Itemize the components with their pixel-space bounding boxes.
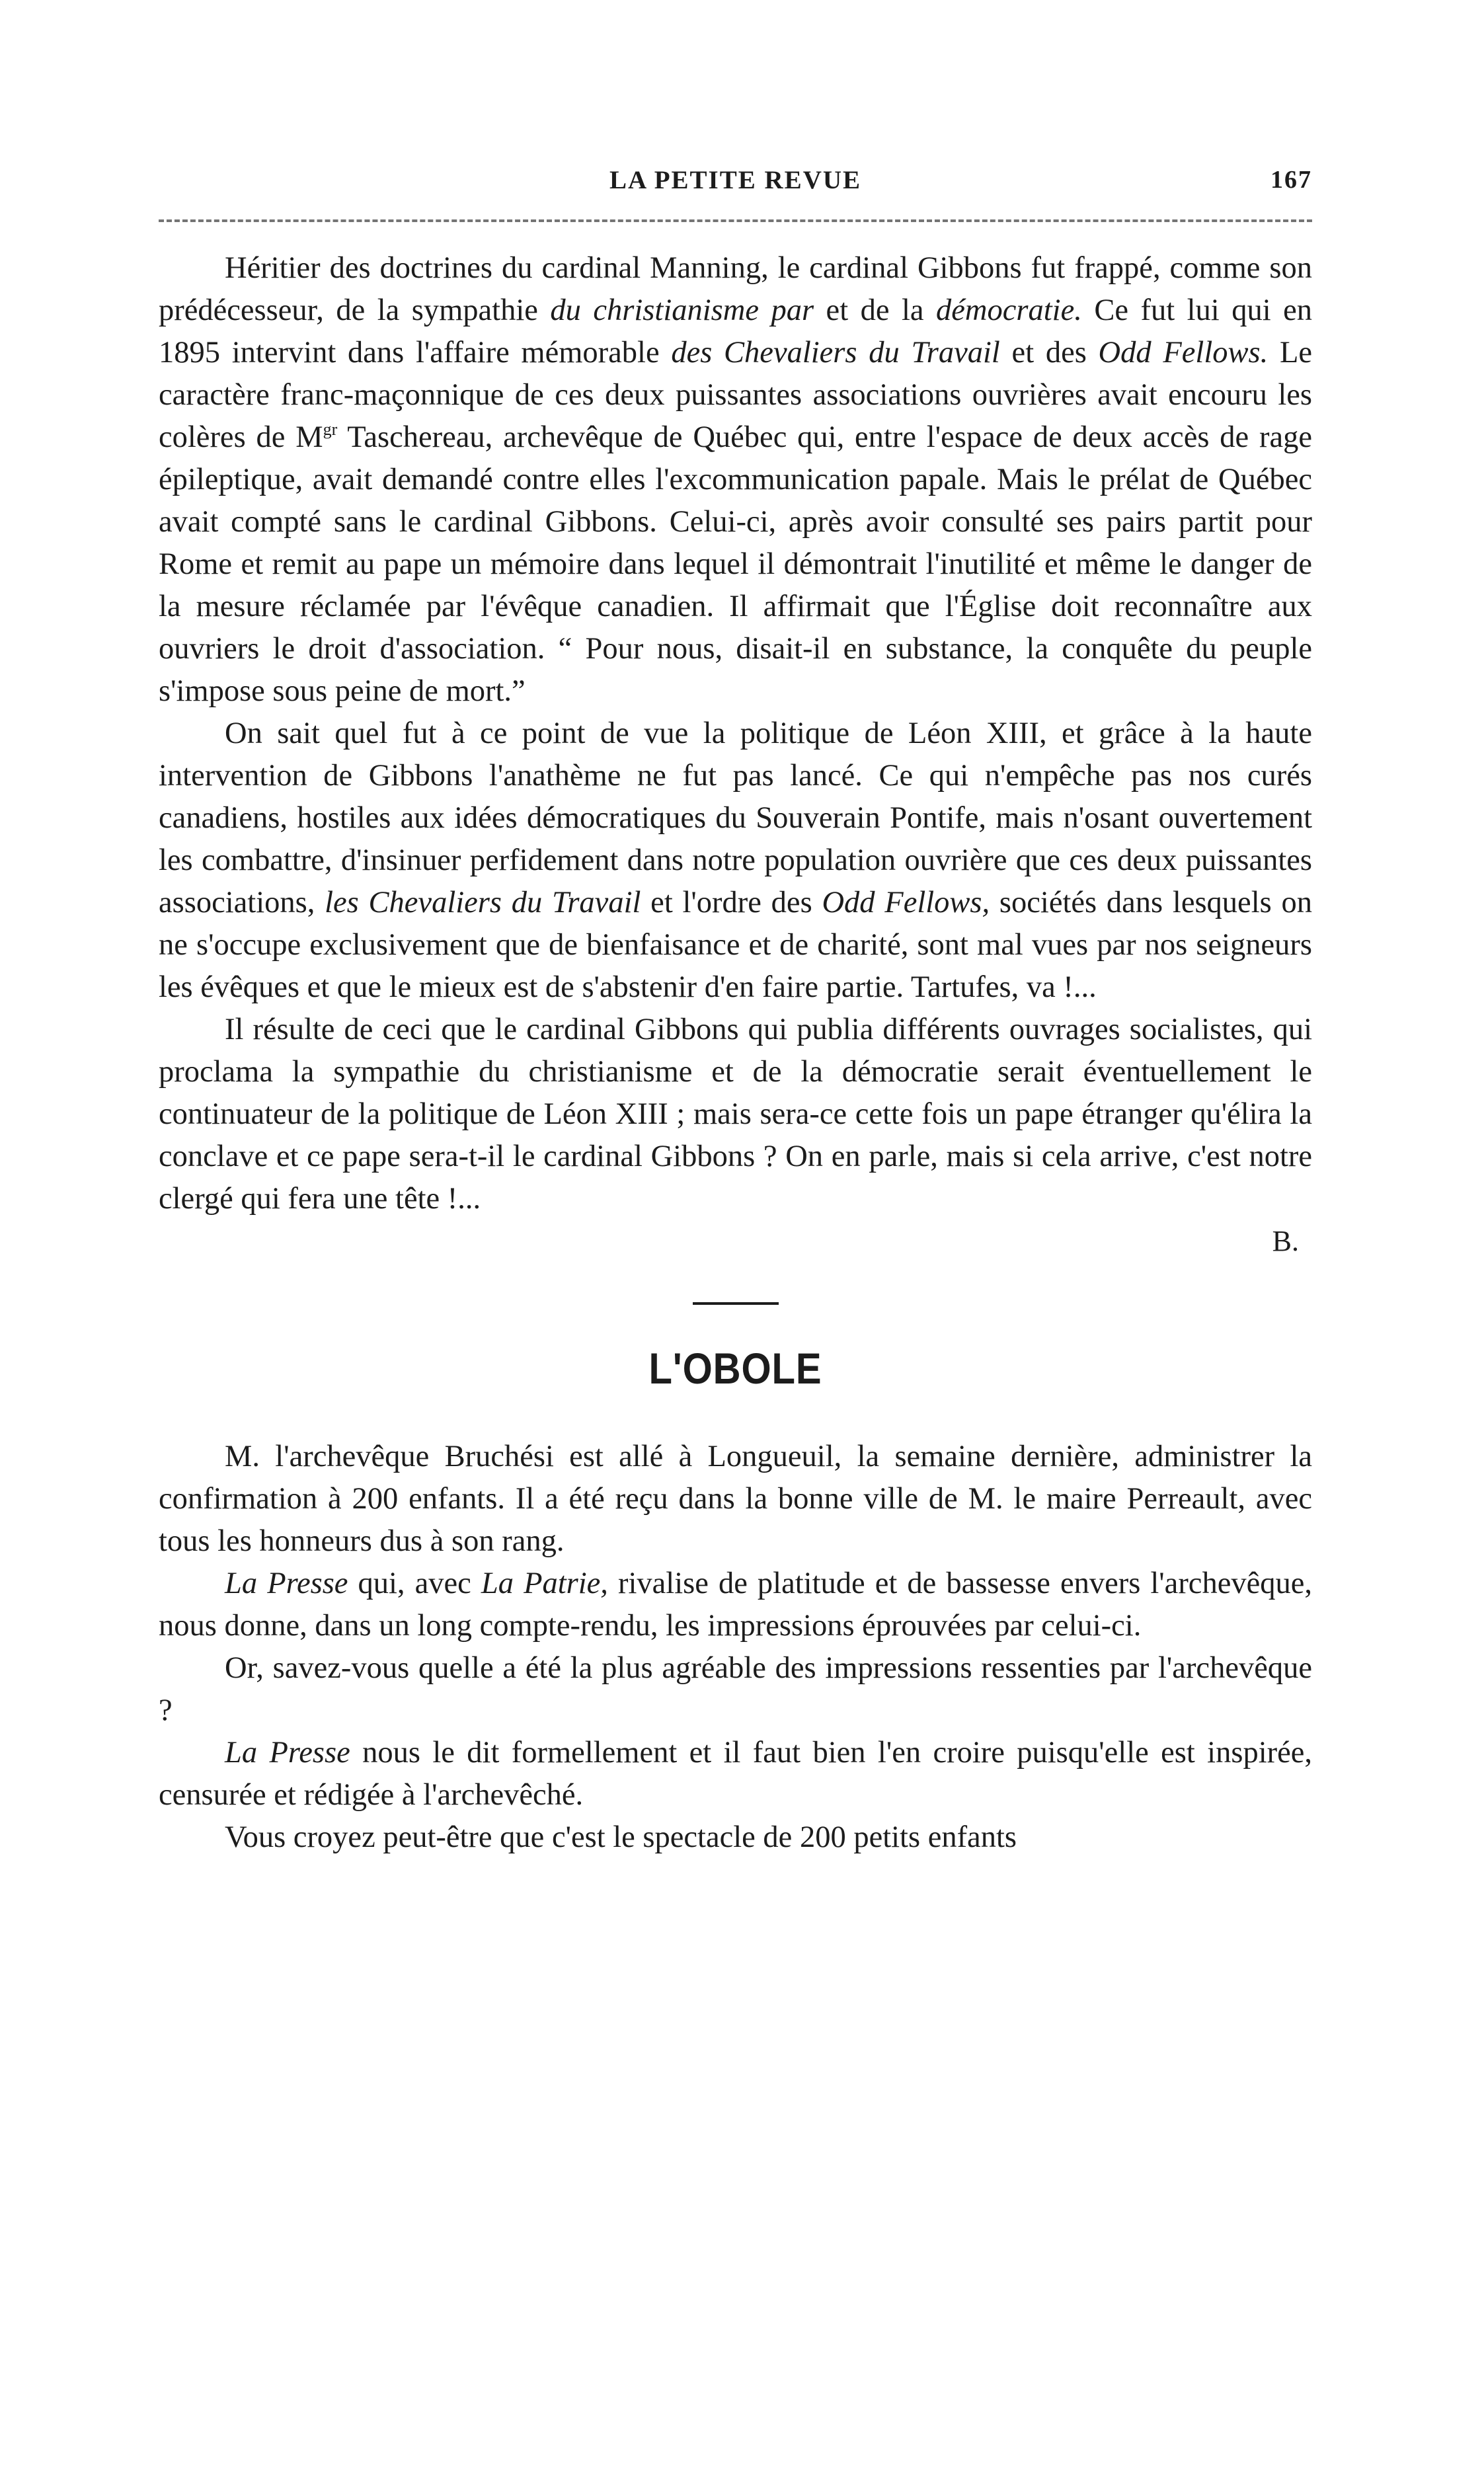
text-run: Taschereau, archevêque de Québec qui, entre l'espace de deux accès de rage épileptique, avait demandé contre elles l'excommunication papale. Mais le prélat de Québec avait compté sans le cardinal Gibbons. Celui-ci, après avoir consulté ses pairs partit pour Rome et remit au pape un mémoire dans lequel il démontrait l'inutilité et même le danger de la mesure réclamée par l'évêque canadien. Il affirmait que l'Église doit reconnaître aux ouvriers le droit d'association. “ Pour nous, disait-il en substance, la conquête du peuple s'impose sous peine de mort.” bbox=[159, 420, 1312, 708]
text-run: On sait quel fut à ce point de vue la politique de Léon XIII, et grâce à la haute intervention de Gibbons l'anathème ne fut pas lancé. Ce qui n'empêche pas nos curés canadiens, hostiles aux idées démocratiques du Souverain Pontife, mais n'osant ouvertement les combattre, d'insinuer perfidement dans notre population ouvrière que ces deux puissantes associations, bbox=[159, 717, 1312, 919]
italic-run: Odd Fellows. bbox=[1098, 336, 1269, 370]
paragraph-1 bbox=[159, 247, 1312, 713]
text-run: et l'ordre des bbox=[641, 886, 822, 919]
paragraph-4 bbox=[159, 1732, 1312, 1816]
article-gibbons bbox=[159, 247, 1312, 1220]
italic-run: La Patrie, bbox=[481, 1567, 608, 1600]
text-run: rivalise de platitude et de bassesse envers l'archevêque, nous donne, dans un long compte-rendu, les impressions éprouvées par celui-ci. bbox=[159, 1567, 1312, 1643]
paragraph-1: M. l'archevêque Bruchési est allé à Longueuil, la semaine dernière, administrer la confirmation à 200 enfants. Il a été reçu dans la bonne ville de M. le maire Perreault, avec tous les honneurs dus à son rang. bbox=[159, 1440, 1312, 1558]
running-title: LA PETITE REVUE bbox=[609, 166, 862, 194]
superscript-run: gr bbox=[323, 420, 338, 439]
paragraph-3: Or, savez-vous quelle a été la plus agréable des impressions ressenties par l'archevêque ? bbox=[159, 1651, 1312, 1727]
text-run: Héritier des doctrines du cardinal Manning, le cardinal Gibbons fut frappé, comme son prédécesseur, de la sympathie bbox=[159, 251, 1312, 327]
article-obole bbox=[159, 1436, 1312, 1859]
section-divider bbox=[693, 1302, 779, 1305]
author-signature: B. bbox=[1272, 1225, 1299, 1257]
paragraph-5: Vous croyez peut-être que c'est le spectacle de 200 petits enfants bbox=[225, 1820, 1017, 1854]
italic-run: Odd Fellows, bbox=[822, 886, 990, 919]
book-page bbox=[159, 159, 1312, 1859]
paragraph-3: Il résulte de ceci que le cardinal Gibbons qui publia différents ouvrages socialistes, qui proclama la sympathie du christianisme et de la démocratie serait éventuellement le continuateur de la politique de Léon XIII ; mais sera-ce cette fois un pape étranger qu'élira la conclave et ce pape sera-t-il le cardinal Gibbons ? On en parle, mais si cela arrive, c'est notre clergé qui fera une tête !... bbox=[159, 1013, 1312, 1216]
text-run: Le caractère franc-maçonnique de ces deux puissantes associations ouvrières avait encouru les colères de M bbox=[159, 336, 1313, 454]
italic-run: du christianisme par bbox=[550, 293, 814, 327]
text-run: qui, avec bbox=[348, 1567, 481, 1600]
section-title: L'OBOLE bbox=[648, 1344, 822, 1393]
text-run: nous le dit formellement et il faut bien l'en croire puisqu'elle est inspirée, censurée et rédigée à l'archevêché. bbox=[159, 1736, 1313, 1812]
text-run: sociétés dans lesquels on ne s'occupe exclusivement que de bienfaisance et de charité, sont mal vues par nos seigneurs les évêques et que le mieux est de s'abstenir d'en faire partie. Tartufes, va !... bbox=[159, 886, 1312, 1004]
text-run: Ce fut lui qui en 1895 intervint dans l'affaire mémorable bbox=[159, 293, 1312, 370]
text-run: et des bbox=[999, 336, 1099, 370]
italic-run: des Chevaliers du Travail bbox=[671, 336, 1000, 370]
header-rule bbox=[159, 219, 1312, 222]
italic-run: les Chevaliers du Travail bbox=[325, 886, 641, 919]
italic-run: La Presse bbox=[225, 1567, 348, 1600]
text-run: et de la bbox=[814, 293, 937, 327]
page-number: 167 bbox=[1270, 166, 1312, 194]
italic-run: La Presse bbox=[225, 1736, 350, 1770]
italic-run: démocratie. bbox=[936, 293, 1082, 327]
running-header bbox=[159, 159, 1312, 205]
paragraph-2 bbox=[159, 1563, 1312, 1647]
paragraph-2 bbox=[159, 713, 1312, 1009]
